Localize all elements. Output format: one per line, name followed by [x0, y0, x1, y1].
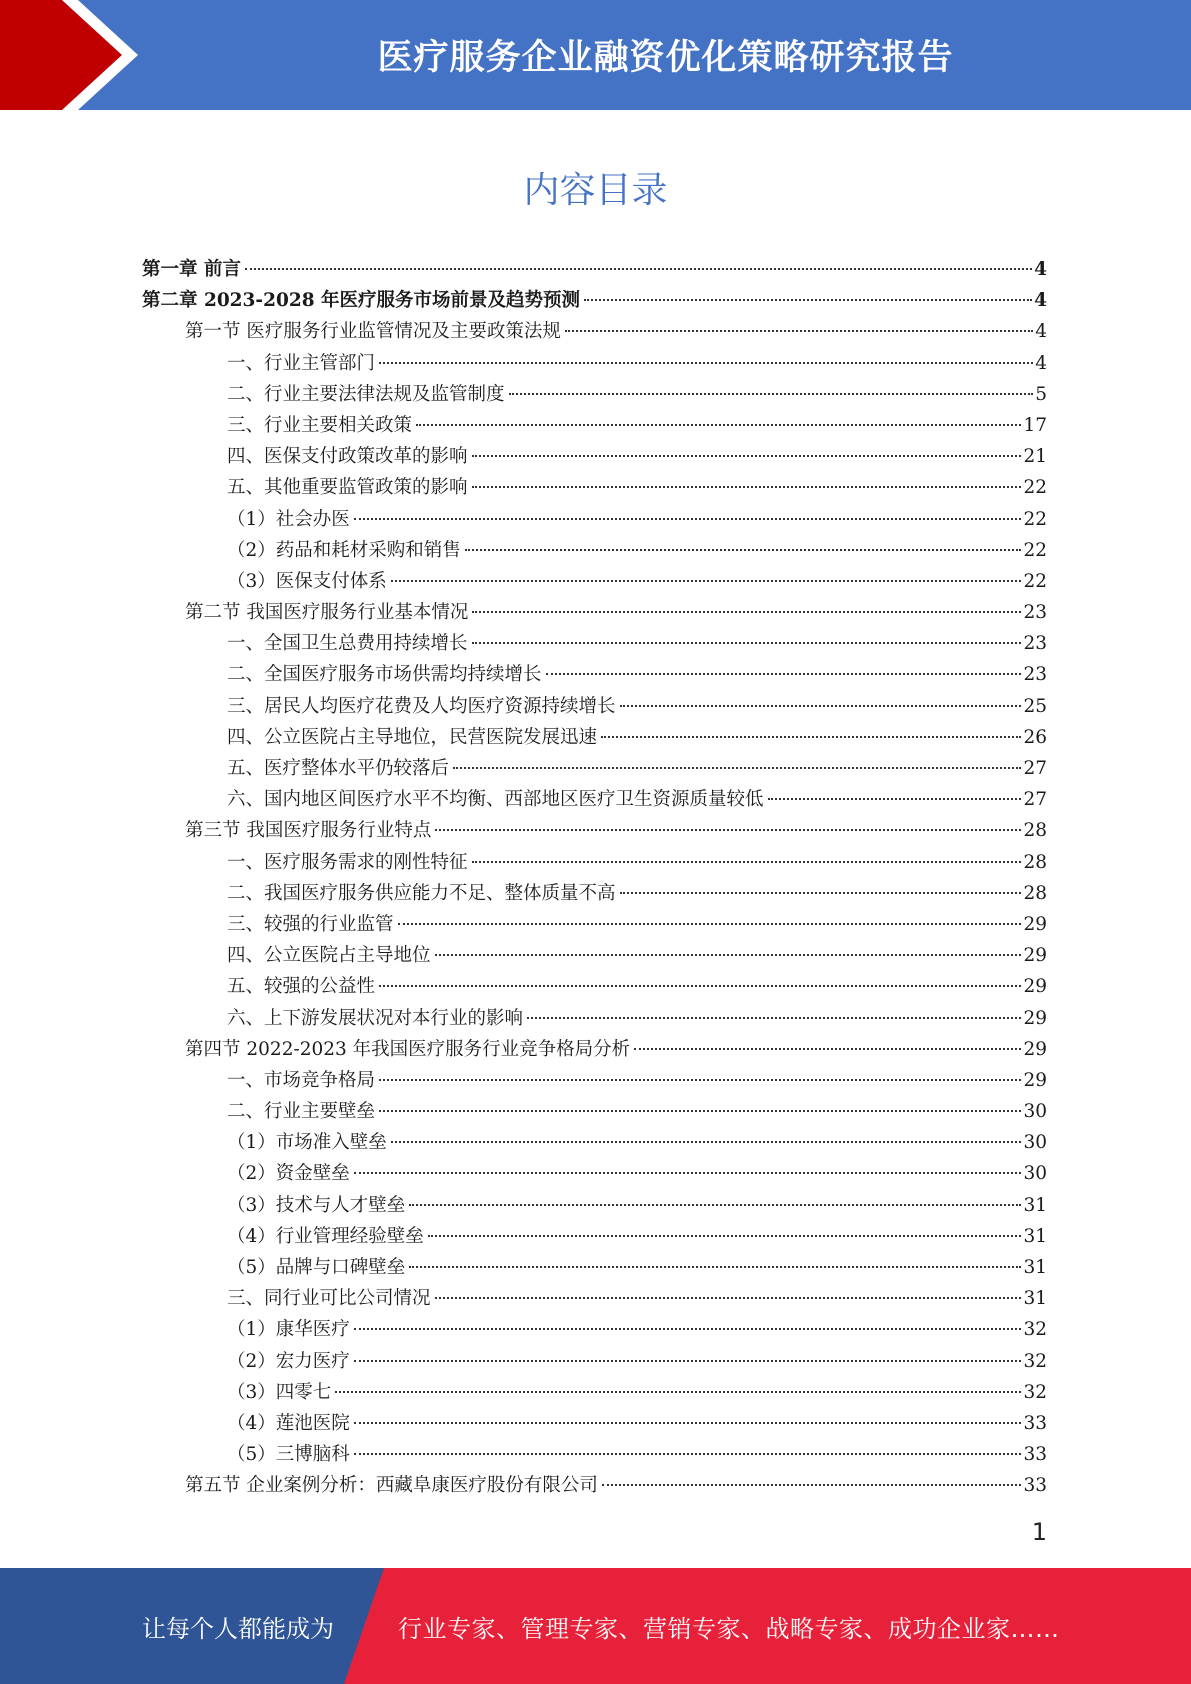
- toc-entry[interactable]: [142, 691, 1047, 722]
- toc-dot-leader: [527, 1017, 1021, 1019]
- toc-entry[interactable]: [142, 722, 1047, 753]
- toc-entry-page: 27: [1023, 789, 1047, 811]
- toc-dot-leader: [435, 829, 1021, 831]
- toc-entry-page: 27: [1023, 758, 1047, 779]
- toc-entry-page: 4: [1034, 259, 1047, 280]
- toc-entry[interactable]: [142, 348, 1047, 379]
- toc-entry[interactable]: [142, 659, 1047, 690]
- toc-entry-label: 第二章 2023-2028 年医疗服务市场前景及趋势预测: [142, 290, 581, 312]
- toc-entry-page: 29: [1023, 1038, 1047, 1060]
- toc-dot-leader: [509, 393, 1034, 395]
- toc-entry-label: 一、市场竞争格局: [227, 1069, 376, 1091]
- toc-entry[interactable]: [142, 628, 1047, 659]
- toc-entry[interactable]: [142, 784, 1047, 815]
- toc-entry[interactable]: [142, 878, 1047, 909]
- toc-entry-page: 26: [1023, 726, 1047, 748]
- toc-dot-leader: [565, 330, 1033, 332]
- toc-dot-leader: [354, 518, 1022, 520]
- toc-entry-page: 22: [1023, 570, 1047, 592]
- toc-entry-page: 22: [1023, 477, 1047, 499]
- toc-entry-label: 第二节 我国医疗服务行业基本情况: [185, 602, 469, 624]
- toc-entry[interactable]: [142, 847, 1047, 878]
- toc-entry[interactable]: [142, 1190, 1047, 1221]
- toc-entry[interactable]: [142, 940, 1047, 971]
- toc-dot-leader: [546, 673, 1022, 675]
- toc-entry-label: （2）药品和耗材采购和销售: [227, 539, 461, 561]
- toc-entry[interactable]: [142, 597, 1047, 628]
- toc-entry[interactable]: [142, 285, 1047, 316]
- toc-entry-label: 四、公立医院占主导地位: [227, 945, 431, 967]
- toc-entry-page: 30: [1023, 1163, 1047, 1185]
- toc-entry-page: 31: [1023, 1288, 1047, 1310]
- toc-dot-leader: [391, 1141, 1022, 1143]
- report-title: 医疗服务企业融资优化策略研究报告: [377, 38, 954, 78]
- toc-entry[interactable]: [142, 410, 1047, 441]
- footer-slogan-left: 让每个人都能成为: [142, 1614, 334, 1643]
- toc-dot-leader: [354, 1172, 1022, 1174]
- toc-dot-leader: [472, 455, 1022, 457]
- toc-entry-page: 29: [1023, 913, 1047, 935]
- toc-entry[interactable]: [142, 971, 1047, 1002]
- toc-entry[interactable]: [142, 535, 1047, 566]
- toc-entry[interactable]: [142, 1314, 1047, 1345]
- toc-dot-leader: [435, 954, 1022, 956]
- toc-dot-leader: [472, 486, 1022, 488]
- toc-dot-leader: [379, 1079, 1021, 1081]
- toc-dot-leader: [335, 1391, 1021, 1393]
- toc-entry[interactable]: [142, 753, 1047, 784]
- toc-entry-label: 三、居民人均医疗花费及人均医疗资源持续增长: [227, 695, 616, 717]
- toc-entry-page: 23: [1023, 664, 1047, 686]
- toc-dot-leader: [416, 424, 1021, 426]
- toc-entry-page: 4: [1035, 352, 1047, 374]
- toc-entry[interactable]: [142, 254, 1047, 285]
- toc-entry-page: 31: [1023, 1225, 1047, 1247]
- toc-entry-page: 5: [1035, 383, 1047, 405]
- footer-banner: [0, 1568, 1191, 1684]
- toc-entry-page: 33: [1023, 1475, 1047, 1497]
- toc-entry-page: 28: [1023, 851, 1047, 873]
- toc-entry-page: 33: [1023, 1412, 1047, 1434]
- toc-entry-page: 22: [1023, 508, 1047, 530]
- toc-entry-label: 一、行业主管部门: [227, 352, 376, 374]
- toc-entry-label: （5）品牌与口碑壁垒: [227, 1257, 406, 1278]
- toc-entry-label: 五、其他重要监管政策的影响: [227, 477, 468, 499]
- toc-entry-page: 28: [1023, 882, 1047, 904]
- toc-entry-page: 29: [1023, 1007, 1047, 1029]
- toc-entry-page: 23: [1023, 633, 1047, 655]
- toc-dot-leader: [601, 736, 1021, 738]
- toc-entry-page: 30: [1023, 1132, 1047, 1154]
- toc-entry-page: 31: [1023, 1257, 1047, 1278]
- toc-entry[interactable]: [142, 909, 1047, 940]
- toc-entry-label: 六、上下游发展状况对本行业的影响: [227, 1007, 524, 1029]
- toc-entry[interactable]: [142, 1377, 1047, 1408]
- footer-slogan-right: 行业专家、管理专家、营销专家、战略专家、成功企业家……: [398, 1614, 1060, 1643]
- toc-entry[interactable]: [142, 472, 1047, 503]
- toc-entry-label: 三、同行业可比公司情况: [227, 1288, 431, 1310]
- toc-entry-label: （4）莲池医院: [227, 1412, 350, 1434]
- toc-entry-label: 五、较强的公益性: [227, 976, 376, 998]
- toc-entry[interactable]: [142, 504, 1047, 535]
- toc-entry-label: 四、公立医院占主导地位，民营医院发展迅速: [227, 726, 598, 748]
- toc-entry-label: （1）康华医疗: [227, 1319, 350, 1341]
- toc-dot-leader: [634, 1048, 1021, 1050]
- toc-entry-label: （4）行业管理经验壁垒: [227, 1225, 424, 1247]
- toc-dot-leader: [768, 798, 1022, 800]
- toc-entry-label: 三、较强的行业监管: [227, 913, 394, 935]
- toc-entry[interactable]: [142, 1439, 1047, 1470]
- toc-dot-leader: [379, 362, 1033, 364]
- toc-entry[interactable]: [142, 566, 1047, 597]
- toc-entry[interactable]: [142, 1065, 1047, 1096]
- toc-entry-label: 第三节 我国医疗服务行业特点: [185, 820, 432, 842]
- toc-entry[interactable]: [142, 1346, 1047, 1377]
- toc-entry-label: （3）四零七: [227, 1381, 332, 1403]
- toc-dot-leader: [472, 611, 1021, 613]
- header-banner: [0, 0, 1191, 110]
- toc-entry-page: 23: [1023, 602, 1047, 624]
- toc-entry[interactable]: [142, 1221, 1047, 1252]
- toc-dot-leader: [584, 299, 1032, 301]
- toc-entry-page: 33: [1023, 1444, 1047, 1466]
- toc-entry-page: 32: [1023, 1350, 1047, 1372]
- toc-dot-leader: [428, 1235, 1022, 1237]
- toc-entry-label: 二、全国医疗服务市场供需均持续增长: [227, 664, 542, 686]
- toc-dot-leader: [435, 1297, 1022, 1299]
- toc-entry-label: 第一节 医疗服务行业监管情况及主要政策法规: [185, 321, 561, 343]
- toc-entry-page: 29: [1023, 976, 1047, 998]
- toc-entry[interactable]: [142, 815, 1047, 846]
- toc-entry-label: （5）三博脑科: [227, 1444, 350, 1466]
- toc-entry[interactable]: [142, 1096, 1047, 1127]
- toc-entry[interactable]: [142, 1408, 1047, 1439]
- toc-entry-label: 一、全国卫生总费用持续增长: [227, 633, 468, 655]
- toc-dot-leader: [398, 923, 1022, 925]
- toc-dot-leader: [354, 1360, 1022, 1362]
- toc-entry[interactable]: [142, 316, 1047, 347]
- toc-entry-page: 32: [1023, 1319, 1047, 1341]
- toc-entry-page: 25: [1023, 695, 1047, 717]
- toc-entry-label: （3）技术与人才壁垒: [227, 1194, 406, 1216]
- toc-entry[interactable]: [142, 1283, 1047, 1314]
- toc-dot-leader: [245, 268, 1032, 270]
- toc-entry-label: 四、医保支付政策改革的影响: [227, 446, 468, 468]
- toc-dot-leader: [620, 705, 1022, 707]
- toc-entry[interactable]: [142, 1158, 1047, 1189]
- toc-entry-label: 五、医疗整体水平仍较落后: [227, 758, 450, 779]
- toc-dot-leader: [602, 1484, 1022, 1486]
- toc-dot-leader: [409, 1266, 1021, 1268]
- toc-entry[interactable]: [142, 1252, 1047, 1283]
- toc-dot-leader: [354, 1453, 1022, 1455]
- toc-entry-label: （1）社会办医: [227, 508, 350, 530]
- toc-dot-leader: [472, 642, 1022, 644]
- toc-entry-page: 30: [1023, 1101, 1047, 1123]
- toc-entry-label: （1）市场准入壁垒: [227, 1132, 387, 1154]
- toc-entry[interactable]: [142, 1003, 1047, 1034]
- toc-entry-label: 一、医疗服务需求的刚性特征: [227, 851, 468, 873]
- toc-dot-leader: [620, 892, 1022, 894]
- toc-entry-page: 29: [1023, 945, 1047, 967]
- toc-entry-page: 28: [1023, 820, 1047, 842]
- toc-entry-page: 31: [1023, 1194, 1047, 1216]
- toc-dot-leader: [453, 767, 1021, 769]
- toc-entry-page: 21: [1023, 446, 1047, 468]
- toc-dot-leader: [391, 580, 1022, 582]
- toc-dot-leader: [354, 1328, 1022, 1330]
- toc-entry-page: 32: [1023, 1381, 1047, 1403]
- toc-entry-label: 第四节 2022-2023 年我国医疗服务行业竞争格局分析: [185, 1038, 631, 1060]
- toc-dot-leader: [354, 1422, 1022, 1424]
- toc-dot-leader: [379, 1110, 1021, 1112]
- toc-entry-label: 第一章 前言: [142, 259, 241, 280]
- toc-entry-page: 17: [1023, 414, 1047, 436]
- toc-entry-label: 三、行业主要相关政策: [227, 414, 413, 436]
- toc-entry-label: 二、行业主要壁垒: [227, 1101, 376, 1123]
- toc-entry-page: 4: [1035, 321, 1047, 343]
- toc-entry-label: 二、行业主要法律法规及监管制度: [227, 383, 505, 405]
- toc-dot-leader: [409, 1204, 1021, 1206]
- toc-entry-label: 六、国内地区间医疗水平不均衡、西部地区医疗卫生资源质量较低: [227, 789, 764, 811]
- toc-entry-page: 4: [1034, 290, 1047, 312]
- toc-entry-page: 22: [1023, 539, 1047, 561]
- toc-dot-leader: [465, 549, 1022, 551]
- page-number: 1: [1031, 1518, 1047, 1546]
- toc-entry[interactable]: [142, 1034, 1047, 1065]
- toc-entry-label: （2）宏力医疗: [227, 1350, 350, 1372]
- toc-entry[interactable]: [142, 379, 1047, 410]
- toc-dot-leader: [472, 861, 1022, 863]
- toc-entry-label: 二、我国医疗服务供应能力不足、整体质量不高: [227, 882, 616, 904]
- toc-entry-label: （3）医保支付体系: [227, 570, 387, 592]
- toc-dot-leader: [379, 985, 1021, 987]
- toc-heading: 内容目录: [523, 170, 668, 211]
- toc-entry[interactable]: [142, 1127, 1047, 1158]
- toc-entry-label: （2）资金壁垒: [227, 1163, 350, 1185]
- toc-entry-page: 29: [1023, 1069, 1047, 1091]
- toc-entry-label: 第五节 企业案例分析：西藏阜康医疗股份有限公司: [185, 1475, 598, 1497]
- toc-entry[interactable]: [142, 1470, 1047, 1501]
- table-of-contents: [142, 254, 1047, 1502]
- toc-entry[interactable]: [142, 441, 1047, 472]
